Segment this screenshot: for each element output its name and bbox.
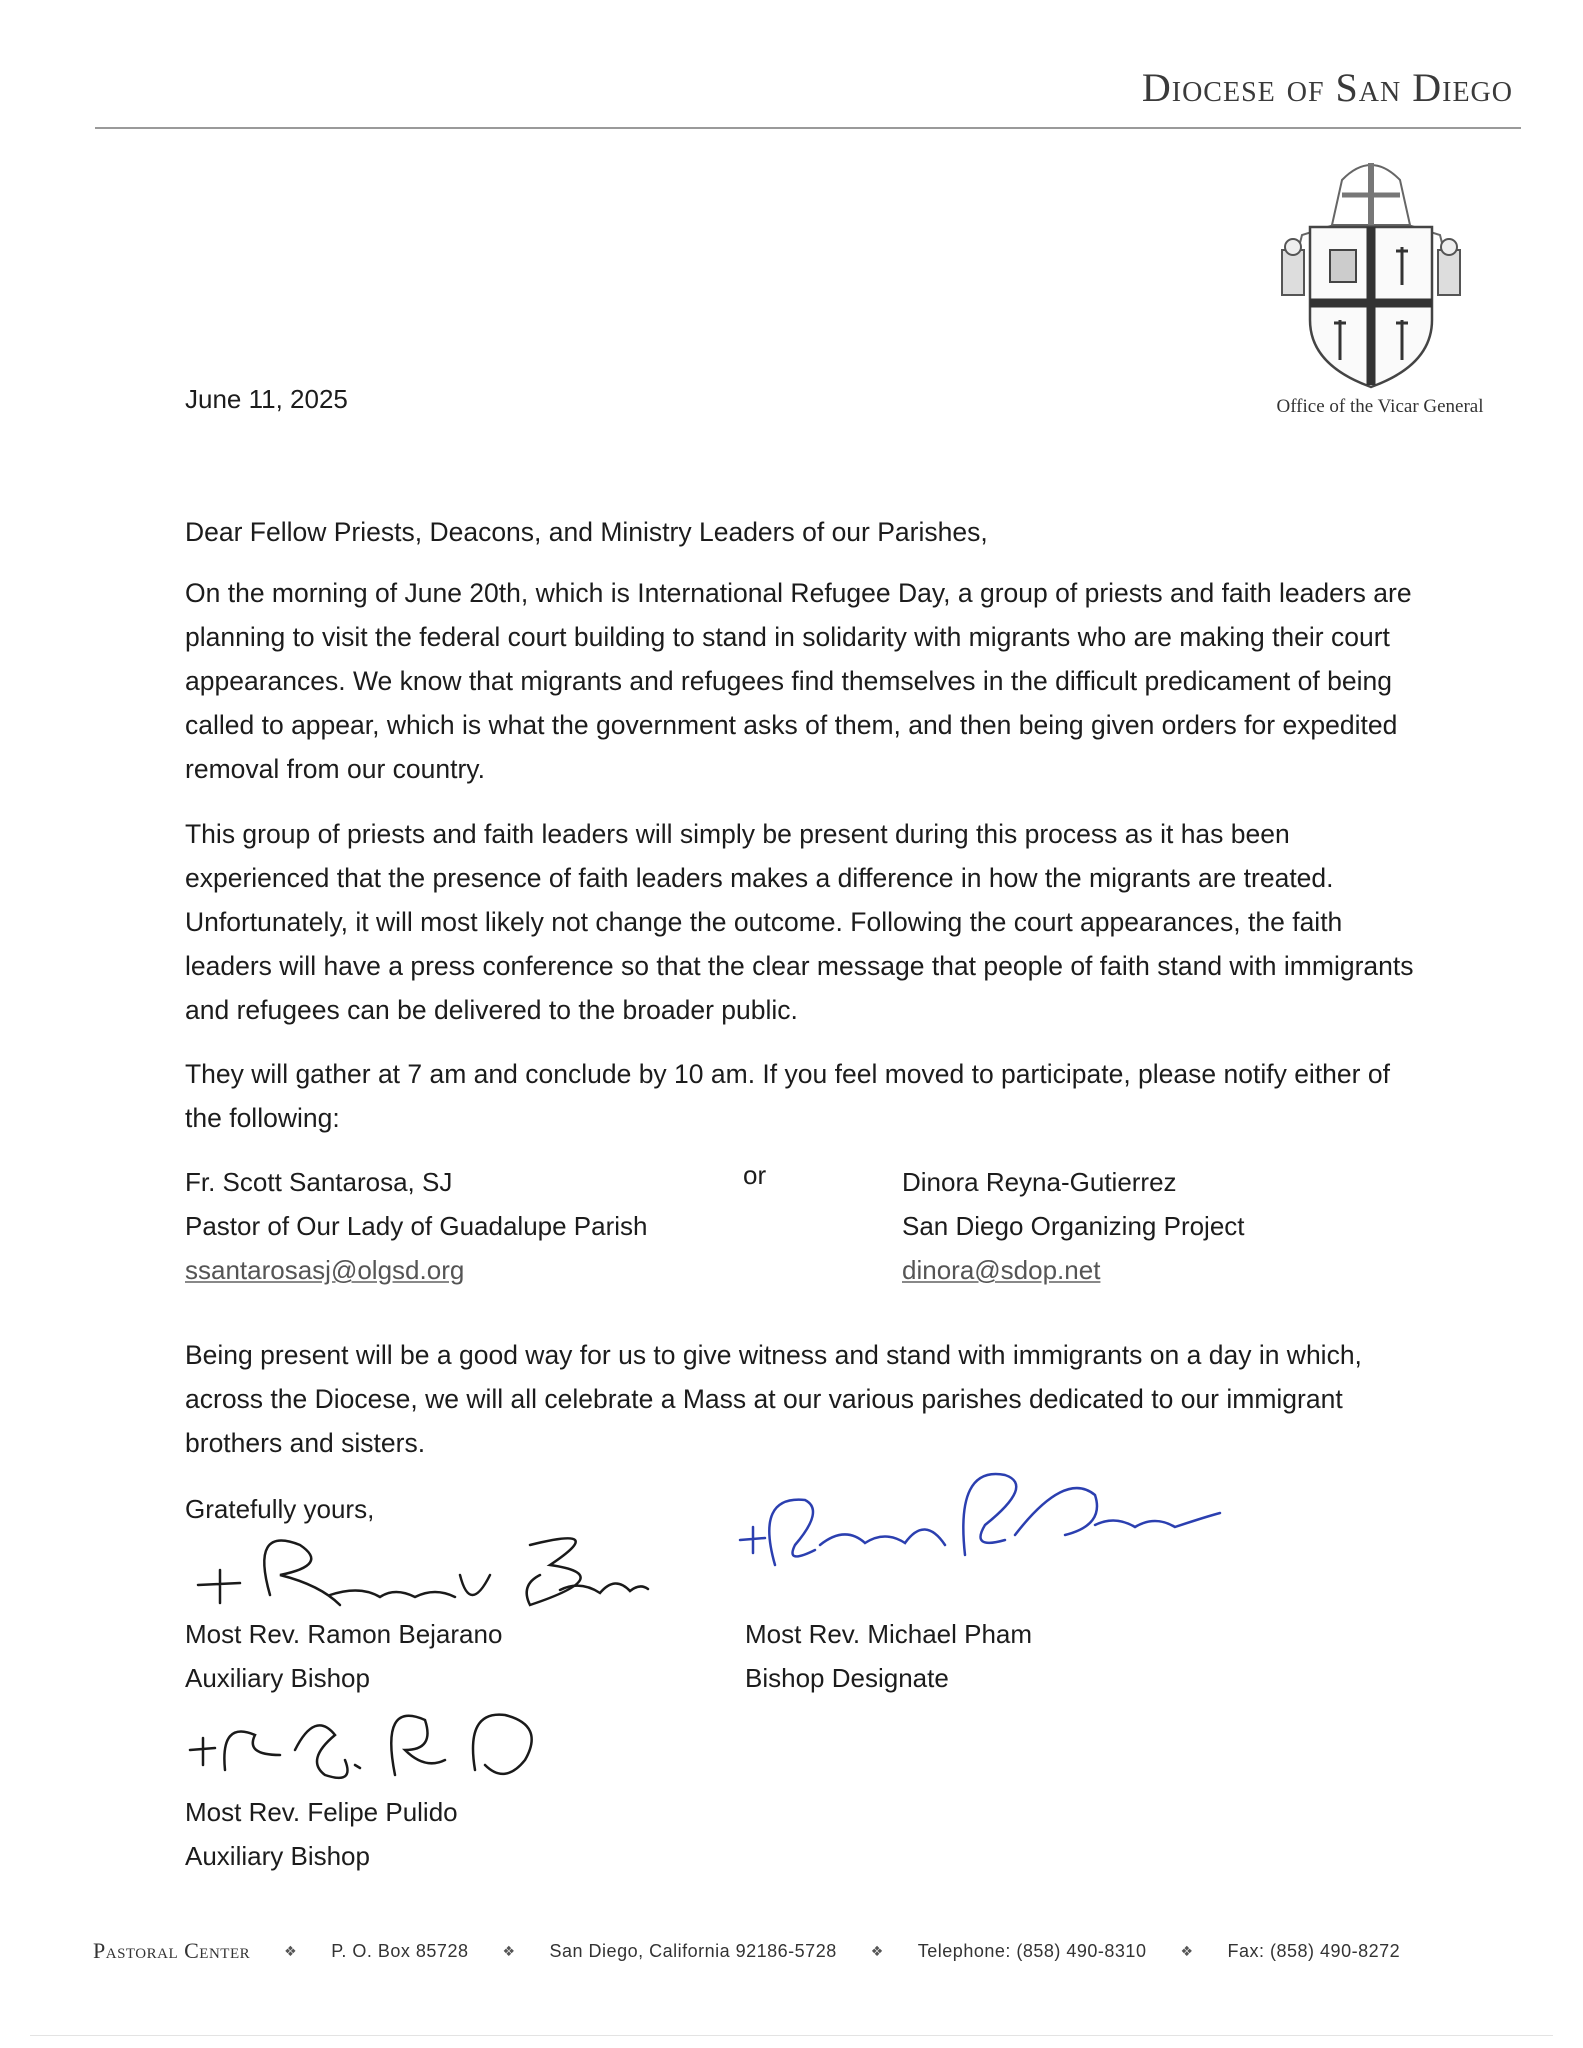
signatory-title: Auxiliary Bishop [185, 1663, 370, 1693]
footer-po-box: P. O. Box 85728 [331, 1940, 469, 1961]
signatory-pulido [185, 1790, 458, 1878]
contact-title: San Diego Organizing Project [902, 1211, 1245, 1241]
signatory-title: Bishop Designate [745, 1663, 949, 1693]
signatory-name: Most Rev. Felipe Pulido [185, 1797, 458, 1827]
header-divider [95, 127, 1521, 129]
footer-divider [30, 2035, 1553, 2036]
body-paragraph-1: On the morning of June 20th, which is International Refugee Day, a group of priests and faith leaders are planning to visit the federal court building to stand in solidarity with migrants who are making their court appearances. We know that migrants and refugees find themselves in the difficult predicament of being called to appear, which is what the government asks of them, and then being given orders for expedited removal from our country. [185, 578, 1412, 784]
contact-name: Dinora Reyna-Gutierrez [902, 1167, 1177, 1197]
or-label: or [743, 1160, 767, 1190]
letterhead-footer [93, 1938, 1493, 1964]
valediction: Gratefully yours, [185, 1494, 375, 1524]
footer-pastoral-center: Pastoral Center [93, 1938, 251, 1963]
contact-title: Pastor of Our Lady of Guadalupe Parish [185, 1211, 648, 1241]
signatory-name: Most Rev. Ramon Bejarano [185, 1619, 503, 1649]
letter-date: June 11, 2025 [185, 384, 348, 414]
closing-paragraph: Being present will be a good way for us to give witness and stand with immigrants on a day in which, across the Diocese, we will all celebrate a Mass at our various parishes dedicated to our immigrant brothers and sisters. [185, 1340, 1362, 1458]
signatory-bejarano [185, 1612, 502, 1700]
footer-fax: Fax: (858) 490-8272 [1227, 1940, 1401, 1961]
contact-email-link[interactable]: dinora@sdop.net [902, 1255, 1101, 1285]
signature-pulido-image [185, 1690, 565, 1800]
contact-block-santarosa [185, 1160, 648, 1292]
diamond-separator-icon: ❖ [502, 1942, 516, 1959]
footer-city: San Diego, California 92186-5728 [549, 1940, 837, 1961]
signature-bejarano-image [190, 1515, 650, 1625]
footer-telephone: Telephone: (858) 490-8310 [917, 1940, 1147, 1961]
diamond-separator-icon: ❖ [870, 1942, 884, 1959]
signatory-name: Most Rev. Michael Pham [745, 1619, 1033, 1649]
letterhead-title: Diocese of San Diego [1141, 65, 1513, 110]
signatory-pham [745, 1612, 1032, 1700]
contact-name: Fr. Scott Santarosa, SJ [185, 1167, 453, 1197]
contact-block-reyna-gutierrez [902, 1160, 1245, 1292]
diamond-separator-icon: ❖ [1180, 1942, 1194, 1959]
body-paragraph-3: They will gather at 7 am and conclude by 10 am. If you feel moved to participate, please notify either of the following: [185, 1059, 1390, 1133]
diamond-separator-icon: ❖ [284, 1942, 298, 1959]
diocese-coat-of-arms-icon [1262, 155, 1480, 390]
office-label: Office of the Vicar General [1276, 396, 1484, 417]
contact-email-link[interactable]: ssantarosasj@olgsd.org [185, 1255, 465, 1285]
signature-pham-image [735, 1455, 1225, 1605]
signatory-title: Auxiliary Bishop [185, 1841, 370, 1871]
salutation: Dear Fellow Priests, Deacons, and Ministry Leaders of our Parishes, [185, 517, 988, 547]
body-paragraph-2: This group of priests and faith leaders will simply be present during this process as it has been experienced that the presence of faith leaders makes a difference in how the migrants are treated. Unfortunately, it will most likely not change the outcome. Following the court appearances, the faith leaders will have a press conference so that the clear message that people of faith stand with immigrants and refugees can be delivered to the broader public. [185, 819, 1414, 1025]
